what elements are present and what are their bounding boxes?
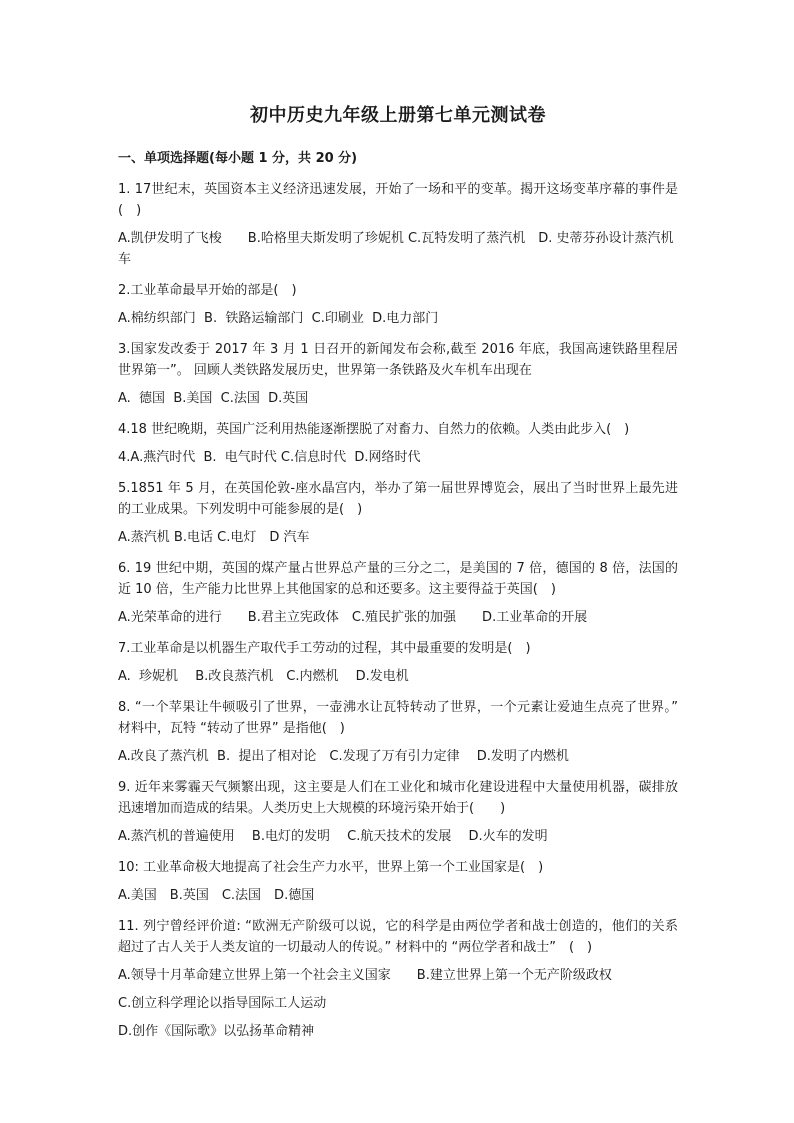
answer-options: A.改良了蒸汽机 B. 提出了相对论 C.发现了万有引力定律 D.发明了内燃机: [118, 749, 569, 764]
question-7: [118, 638, 678, 687]
question-1: [118, 179, 678, 270]
question-text: 8. “一个苹果让牛顿吸引了世界，一壶沸水让瓦特转动了世界，一个元素让爱迪生点亮了世界。” 材料中，瓦特 “转动了世界” 是指他( ): [118, 700, 678, 736]
section-heading: 一、单项选择题(每小题 1 分，共 20 分): [118, 151, 358, 166]
answer-options: A.凯伊发明了飞梭 B.哈格里夫斯发明了珍妮机 C.瓦特发明了蒸汽机 D. 史蒂芬孙设计蒸汽机车: [118, 231, 674, 267]
answer-options: A.蒸汽机的普遍使用 B.电灯的发明 C.航天技术的发展 D.火车的发明: [118, 829, 548, 844]
answer-options: A. 珍妮机 B.改良蒸汽机 C.内燃机 D.发电机: [118, 669, 409, 684]
question-9: [118, 777, 678, 847]
question-4: [118, 419, 678, 468]
answer-option-d: D.创作《国际歌》以弘扬革命精神: [118, 1024, 315, 1039]
question-2: [118, 280, 678, 329]
question-3: [118, 339, 678, 409]
answer-option-a-b: A.领导十月革命建立世界上第一个社会主义国家 B.建立世界上第一个无产阶级政权: [118, 968, 612, 983]
answer-options: A.棉纺织部门 B. 铁路运输部门 C.印刷业 D.电力部门: [118, 311, 439, 326]
question-text: 2.工业革命最早开始的部是( ): [118, 283, 297, 298]
question-text: 1. 17世纪末，英国资本主义经济迅速发展，开始了一场和平的变革。揭开这场变革序幕的事件是( ): [118, 182, 678, 218]
answer-options: A.美国 B.英国 C.法国 D.德国: [118, 888, 315, 903]
answer-options: 4.A.燕汽时代 B. 电气时代 C.信息时代 D.网络时代: [118, 450, 421, 465]
question-text: 7.工业革命是以机器生产取代手工劳动的过程，其中最重要的发明是( ): [118, 641, 531, 656]
question-text: 11. 列宁曾经评价道: “欧洲无产阶级可以说，它的科学是由两位学者和战士创造的，他们的关系超过了古人关于人类友谊的一切最动人的传说。” 材料中的 “两位学者和战士” ( ): [118, 919, 678, 955]
question-text: 9. 近年来雾霾天气频繁出现，这主要是人们在工业化和城市化建设进程中大量使用机器，碳排放迅速增加而造成的结果。人类历史上大规模的环境污染开始于( ): [118, 780, 678, 816]
question-text: 4.18 世纪晚期，英国广泛利用热能逐渐摆脱了对畜力、自然力的依赖。人类由此步入( ): [118, 422, 630, 437]
question-text: 3.国家发改委于 2017 年 3 月 1 日召开的新闻发布会称,截至 2016 年底，我国高速铁路里程居世界第一”。 回顾人类铁路发展历史，世界第一条铁路及火车机车出现在: [118, 342, 678, 378]
answer-options: A.光荣革命的进行 B.君主立宪政体 C.殖民扩张的加强 D.工业革命的开展: [118, 610, 588, 625]
question-11: [118, 916, 678, 1042]
answer-options: A.蒸汽机 B.电话 C.电灯 D 汽车: [118, 530, 310, 545]
page-title: 初中历史九年级上册第七单元测试卷: [250, 105, 546, 126]
answer-option-c: C.创立科学理论以指导国际工人运动: [118, 996, 327, 1011]
question-8: [118, 697, 678, 767]
answer-options: A. 德国 B.美国 C.法国 D.英国: [118, 391, 309, 406]
question-6: [118, 558, 678, 628]
question-text: 5.1851 年 5 月，在英国伦敦-座水晶宫内，举办了第一届世界博览会，展出了当时世界上最先进的工业成果。下列发明中可能参展的是( ): [118, 481, 678, 517]
question-10: [118, 857, 678, 906]
question-5: [118, 478, 678, 548]
question-text: 10: 工业革命极大地提高了社会生产力水平，世界上第一个工业国家是( ): [118, 860, 544, 875]
question-text: 6. 19 世纪中期，英国的煤产量占世界总产量的三分之二，是美国的 7 倍，德国的 8 倍，法国的近 10 倍，生产能力比世界上其他国家的总和还要多。这主要得益于英国( ): [118, 561, 678, 597]
